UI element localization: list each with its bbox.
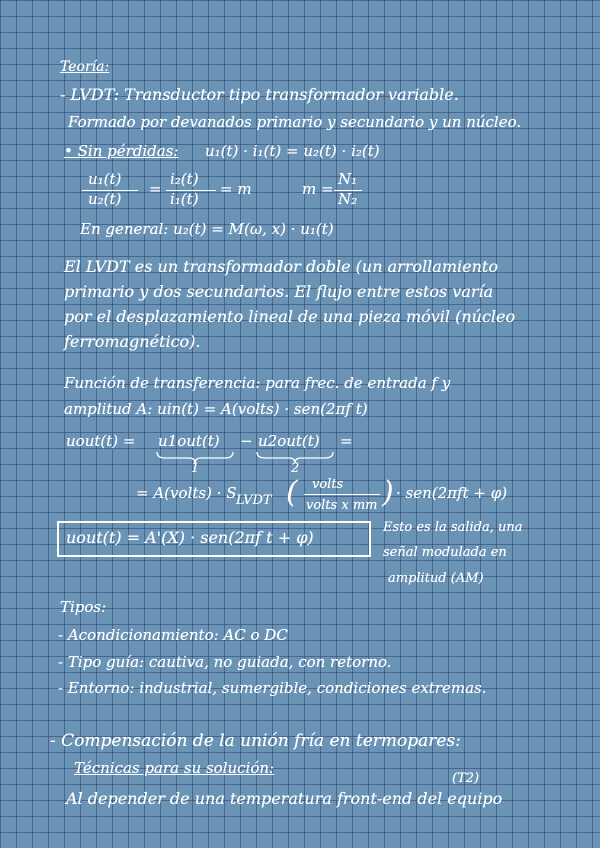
sin-perdidas-label: • Sin pérdidas: [64,142,179,160]
ratio-numerator-2: i₂(t) [170,170,199,188]
section-heading: Teoría: [60,59,110,75]
uout-lhs: uout(t) = [66,432,136,450]
tipos-item: - Entorno: industrial, sumergible, condiciones extremas. [58,679,487,697]
m-numerator: N₁ [338,170,358,188]
ratio-m: = m [220,180,252,198]
output-note-2: señal modulada en [383,545,507,560]
ratio-equals: = [149,180,162,198]
uout-term-1: u1out(t) [158,432,220,450]
units-numerator: volts [312,477,344,492]
techniques-label: Técnicas para su solución: [74,759,275,777]
compensation-line: Al depender de una temperatura front-end del equipo [66,789,503,808]
right-paren: ) [382,475,394,510]
transfer-function-2: amplitud A: uin(t) = A(volts) · sen(2πf t) [64,400,368,418]
sin-perdidas-equation: u₁(t) · i₁(t) = u₂(t) · i₂(t) [205,142,380,160]
lvdt-description-3: por el desplazamiento lineal de una pieza móvil (núcleo [64,307,516,326]
tipos-title: Tipos: [60,598,107,616]
lvdt-description-2: primario y dos secundarios. El flujo entre estos varía [64,282,494,301]
m-equals: m = [302,180,334,198]
brace-label-2: 2 [291,461,300,476]
ratio-denominator-2: i₁(t) [170,190,199,208]
general-equation: En general: u₂(t) = M(ω, x) · u₁(t) [80,220,334,238]
lvdt-composition: Formado por devanados primario y secundario y un núcleo. [68,113,522,131]
ratio-denominator-1: u₂(t) [88,190,122,208]
ratio-numerator-1: u₁(t) [88,170,122,188]
m-denominator: N₂ [338,190,358,208]
units-denominator: volts x mm [306,498,378,513]
output-note-3: amplitud (AM) [388,571,484,586]
boxed-equation: uout(t) = A'(X) · sen(2πf t + φ) [66,528,314,547]
sensitivity-eq-start: = A(volts) · S [136,484,237,502]
left-paren: ( [286,475,298,510]
transfer-function-1: Función de transferencia: para frec. de entrada f y [64,374,451,392]
margin-tag: (T2) [452,771,480,786]
uout-term-2: u2out(t) [258,432,320,450]
sensitivity-subscript: LVDT [236,493,272,508]
compensation-title: - Compensación de la unión fría en termopares: [50,731,461,751]
lvdt-description-4: ferromagnético). [64,332,201,351]
lvdt-definition: - LVDT: Transductor tipo transformador variable. [60,85,459,104]
lvdt-description-1: El LVDT es un transformador doble (un arrollamiento [64,257,498,276]
brace-label-1: 1 [191,461,200,476]
tipos-item: - Tipo guía: cautiva, no guiada, con retorno. [58,653,392,671]
tipos-item: - Acondicionamiento: AC o DC [58,626,288,644]
output-note-1: Esto es la salida, una [383,520,523,535]
uout-equals: = [340,432,353,450]
sensitivity-eq-end: · sen(2πft + φ) [396,484,508,502]
fraction-bar [304,494,380,495]
uout-minus: − [240,432,253,450]
